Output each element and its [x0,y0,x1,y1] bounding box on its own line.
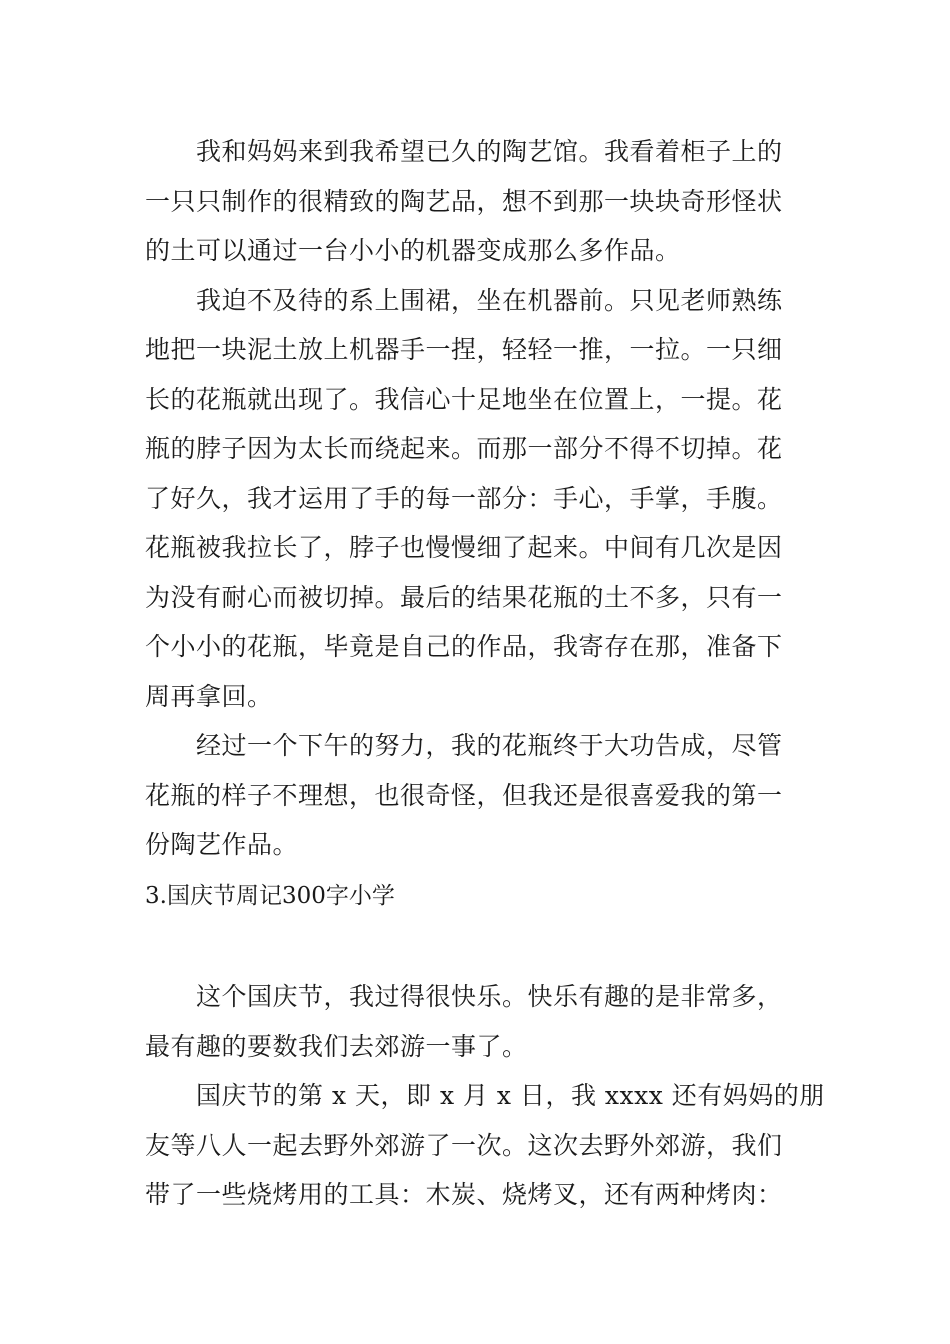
paragraph-line: 花瓶的样子不理想，也很奇怪，但我还是很喜爱我的第一 [145,780,783,810]
paragraph-line: 周再拿回。 [145,681,273,711]
paragraph-line: 的土可以通过一台小小的机器变成那么多作品。 [145,236,681,265]
paragraph-line: 这个国庆节，我过得很快乐。快乐有趣的是非常多， [196,982,783,1011]
paragraph-line: 一只只制作的很精致的陶艺品，想不到那一块块奇形怪状 [145,186,783,216]
paragraph-line: 地把一块泥土放上机器手一捏，轻轻一推，一拉。一只细 [145,335,783,364]
paragraph-line: 个小小的花瓶，毕竟是自己的作品，我寄存在那，准备下 [145,632,783,661]
paragraph-line: 我迫不及待的系上围裙，坐在机器前。只见老师熟练 [196,285,783,315]
paragraph-line: 带了一些烧烤用的工具：木炭、烧烤叉，还有两种烤肉： [145,1180,783,1209]
story-part-2 [145,972,825,1220]
paragraph-4 [145,972,811,1071]
paragraph-line: 长的花瓶就出现了。我信心十足地坐在位置上，一提。花 [145,384,783,414]
section-heading: 3.国庆节周记300字小学 [145,883,395,909]
paragraph-line: 经过一个下午的努力，我的花瓶终于大功告成，尽管 [196,731,783,760]
paragraph-line: 最有趣的要数我们去郊游一事了。 [145,1031,528,1061]
paragraph-2 [145,276,811,722]
paragraph-1 [145,127,811,276]
paragraph-line: 国庆节的第 x 天，即 x 月 x 日，我 xxxx 还有妈妈的朋 [196,1081,825,1110]
paragraph-line: 瓶的脖子因为太长而绕起来。而那一部分不得不切掉。花 [145,434,783,463]
paragraph-line: 我和妈妈来到我希望已久的陶艺馆。我看着柜子上的 [196,137,783,166]
story-part-1 [145,127,811,870]
paragraph-line: 为没有耐心而被切掉。最后的结果花瓶的土不多，只有一 [145,582,783,612]
paragraph-3 [145,721,811,870]
paragraph-5 [145,1071,825,1220]
paragraph-line: 友等八人一起去野外郊游了一次。这次去野外郊游，我们 [145,1130,783,1160]
paragraph-line: 花瓶被我拉长了，脖子也慢慢细了起来。中间有几次是因 [145,533,783,562]
paragraph-line: 了好久，我才运用了手的每一部分：手心，手掌，手腹。 [145,483,783,513]
paragraph-line: 份陶艺作品。 [145,830,299,859]
